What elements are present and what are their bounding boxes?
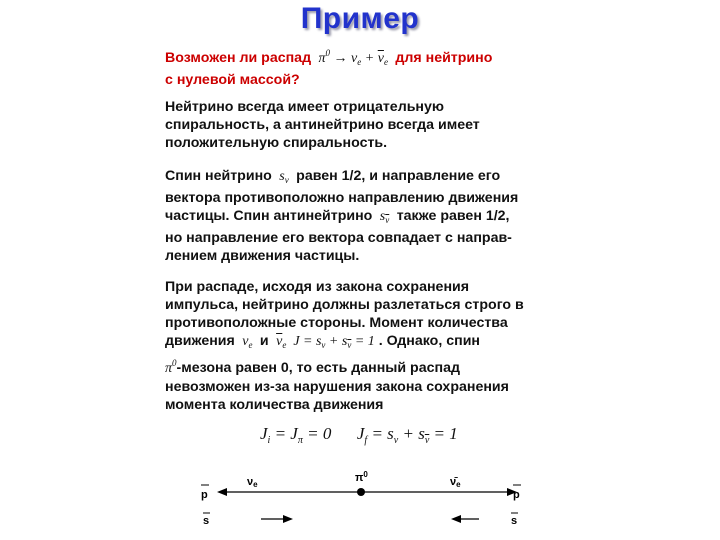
left-arrowhead-icon [217, 488, 227, 496]
spin-arrow-left-head-icon [283, 515, 293, 523]
antinu-label: ν̄e [450, 476, 461, 489]
p3-line [165, 354, 565, 378]
p2-text: равен 1/2, и направление его [296, 168, 501, 184]
p2-text: также равен 1/2, [396, 208, 510, 224]
spin-arrow-right-head-icon [451, 515, 461, 523]
p3-line: импульса, нейтрино должны разлетаться строго в [165, 297, 524, 313]
p2-text: Спин нейтрино [165, 168, 272, 184]
p3-text: движения [165, 333, 235, 349]
question-text-b: для нейтрино [395, 50, 493, 66]
question-paragraph [165, 44, 565, 89]
pion-dot-icon [357, 488, 365, 496]
p2-text: частицы. Спин антинейтрино [165, 208, 373, 224]
p3-line: противоположные стороны. Момент количества [165, 315, 508, 331]
p3-line: момента количества движения [165, 397, 384, 413]
p3-text: -мезона равен 0, то есть данный распад [176, 360, 460, 376]
nu-e-symbol: $\nu_e$ [238, 334, 253, 350]
nu-label: νe [247, 476, 258, 489]
p2-line [165, 207, 565, 229]
p-left-label: p [201, 489, 208, 501]
decay-diagram [195, 468, 535, 532]
pi-label: $\pi^0$ [355, 470, 368, 484]
p2-line: но направление его вектора совпадает с направ- [165, 230, 512, 246]
p-right-label: p [513, 489, 520, 501]
spin-nu-symbol: $s_\nu$ [275, 169, 289, 185]
p3-text: . Однако, спин [378, 333, 480, 349]
p3-text: и [259, 333, 269, 349]
p3-line: невозможен из-за нарушения закона сохранения [165, 379, 509, 395]
p1-line: спиральность, а антинейтрино всегда имеет [165, 117, 480, 133]
spin-paragraph [165, 167, 565, 265]
helicity-paragraph [165, 98, 565, 152]
p1-line: Нейтрино всегда имеет отрицательную [165, 99, 445, 115]
p3-line [165, 332, 565, 354]
question-line-1 [165, 44, 565, 71]
p2-line [165, 167, 565, 189]
conservation-formula: $J_i = J_\pi = 0$ $J_f = s_\nu + s_{\overline{\nu}} = 1$ [260, 424, 458, 446]
pi0-symbol: $\pi^0$ [165, 358, 177, 376]
angular-momentum-formula: $\overline{\nu}_e$ $J = s_\nu + s_{\overline{\nu}} = 1$ [276, 334, 375, 350]
p1-line: положительную спиральность. [165, 135, 388, 151]
p2-line: лением движения частицы. [165, 248, 360, 264]
p2-line: вектора противоположно направлению движения [165, 190, 519, 206]
s-right-label: s [511, 515, 518, 527]
conservation-paragraph [165, 278, 565, 414]
question-line-2: с нулевой массой? [165, 72, 300, 88]
question-text-a: Возможен ли распад [165, 50, 312, 66]
s-left-label: s [203, 515, 210, 527]
slide-title: Пример [300, 2, 420, 35]
reaction-formula: $\pi^0 \to \nu_e + \overline{\nu}_e$ [315, 48, 388, 67]
p3-line: При распаде, исходя из закона сохранения [165, 279, 470, 295]
spin-antinu-symbol: $s_{\overline{\nu}}$ [376, 209, 390, 225]
